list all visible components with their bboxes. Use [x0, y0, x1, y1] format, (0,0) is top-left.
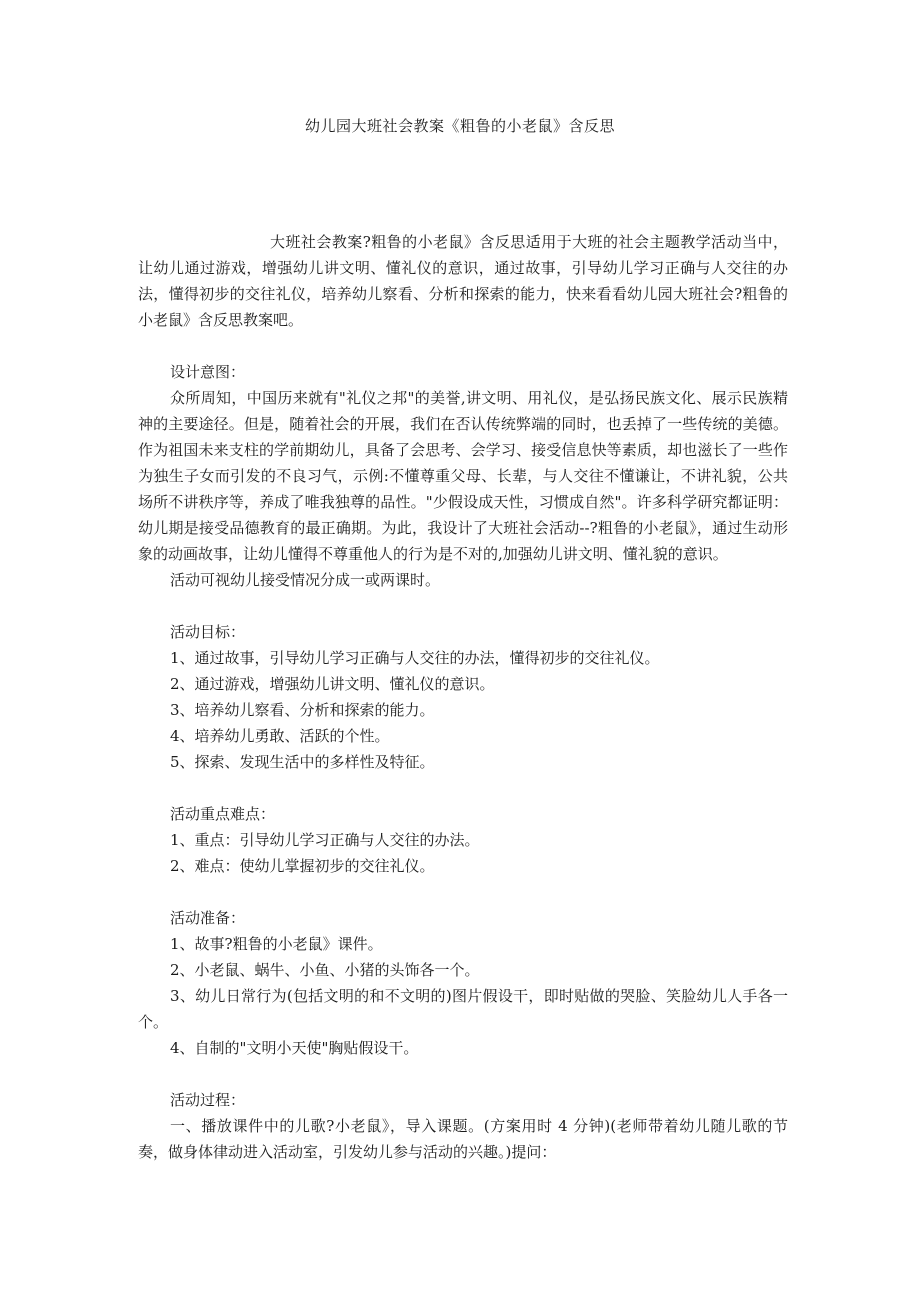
prep-item: 2、小老鼠、蜗牛、小鱼、小猪的头饰各一个。 [170, 961, 480, 979]
goal-item: 5、探索、发现生活中的多样性及特征。 [170, 753, 435, 771]
design-heading: 设计意图： [170, 363, 246, 381]
spacer [138, 879, 788, 905]
design-paragraph: 众所周知，中国历来就有"礼仪之邦"的美誉,讲文明、用礼仪，是弘扬民族文化、展示民族精神的主要途径。但是，随着社会的开展，我们在否认传统弊端的同时，也丢掉了一些传统的美德。作为祖国未来支柱的学前期幼儿，具备了会思考、会学习、接受信息快等素质，却也滋长了一些作为独生子女而引发的不良习气，示例:不懂尊重父母、长辈，与人交往不懂谦让，不讲礼貌，公共场所不讲秩序等，养成了唯我独尊的品性。"少假设成天性，习惯成自然"。许多科学研究都证明：幼儿期是接受品德教育的最正确期。为此，我设计了大班社会活动--?粗鲁的小老鼠》，通过生动形象的动画故事，让幼儿懂得不尊重他人的行为是不对的,加强幼儿讲文明、懂礼貌的意识。 [138, 389, 788, 563]
process-step: 一、播放课件中的儿歌?小老鼠》，导入课题。(方案用时 4 分钟)(老师带着幼儿随儿歌的节奏，做身体律动进入活动室，引发幼儿参与活动的兴趣。)提问： [138, 1117, 788, 1161]
goal-item: 2、通过游戏，增强幼儿讲文明、懂礼仪的意识。 [170, 675, 495, 693]
spacer [138, 1061, 788, 1087]
prep-item: 4、自制的"文明小天使"胸贴假设干。 [170, 1039, 419, 1057]
spacer [138, 593, 788, 619]
prep-item: 3、幼儿日常行为(包括文明的和不文明的)图片假设干，即时贴做的哭脸、笑脸幼儿人手各一个。 [138, 987, 788, 1031]
keypoint-item: 2、难点：使幼儿掌握初步的交往礼仪。 [170, 857, 435, 875]
keypoints-heading: 活动重点难点： [170, 805, 276, 823]
goal-item: 4、培养幼儿勇敢、活跃的个性。 [170, 727, 390, 745]
goal-item: 3、培养幼儿察看、分析和探索的能力。 [170, 701, 435, 719]
process-heading: 活动过程： [170, 1091, 246, 1109]
prep-item: 1、故事?粗鲁的小老鼠》课件。 [170, 935, 383, 953]
document-title: 幼儿园大班社会教案《粗鲁的小老鼠》含反思 [304, 117, 615, 135]
intro-paragraph: 大班社会教案?粗鲁的小老鼠》含反思适用于大班的社会主题教学活动当中，让幼儿通过游戏，增强幼儿讲文明、懂礼仪的意识，通过故事，引导幼儿学习正确与人交往的办法，懂得初步的交往礼仪，培养幼儿察看、分析和探索的能力，快来看看幼儿园大班社会?粗鲁的小老鼠》含反思教案吧。 [138, 233, 788, 329]
design-note: 活动可视幼儿接受情况分成一或两课时。 [170, 571, 441, 589]
prep-heading: 活动准备： [170, 909, 246, 927]
keypoint-item: 1、重点：引导幼儿学习正确与人交往的办法。 [170, 831, 480, 849]
goals-heading: 活动目标： [170, 623, 246, 641]
spacer [138, 775, 788, 801]
document-body [138, 229, 788, 1165]
goal-item: 1、通过故事，引导幼儿学习正确与人交往的办法，懂得初步的交往礼仪。 [170, 649, 660, 667]
spacer [138, 333, 788, 359]
